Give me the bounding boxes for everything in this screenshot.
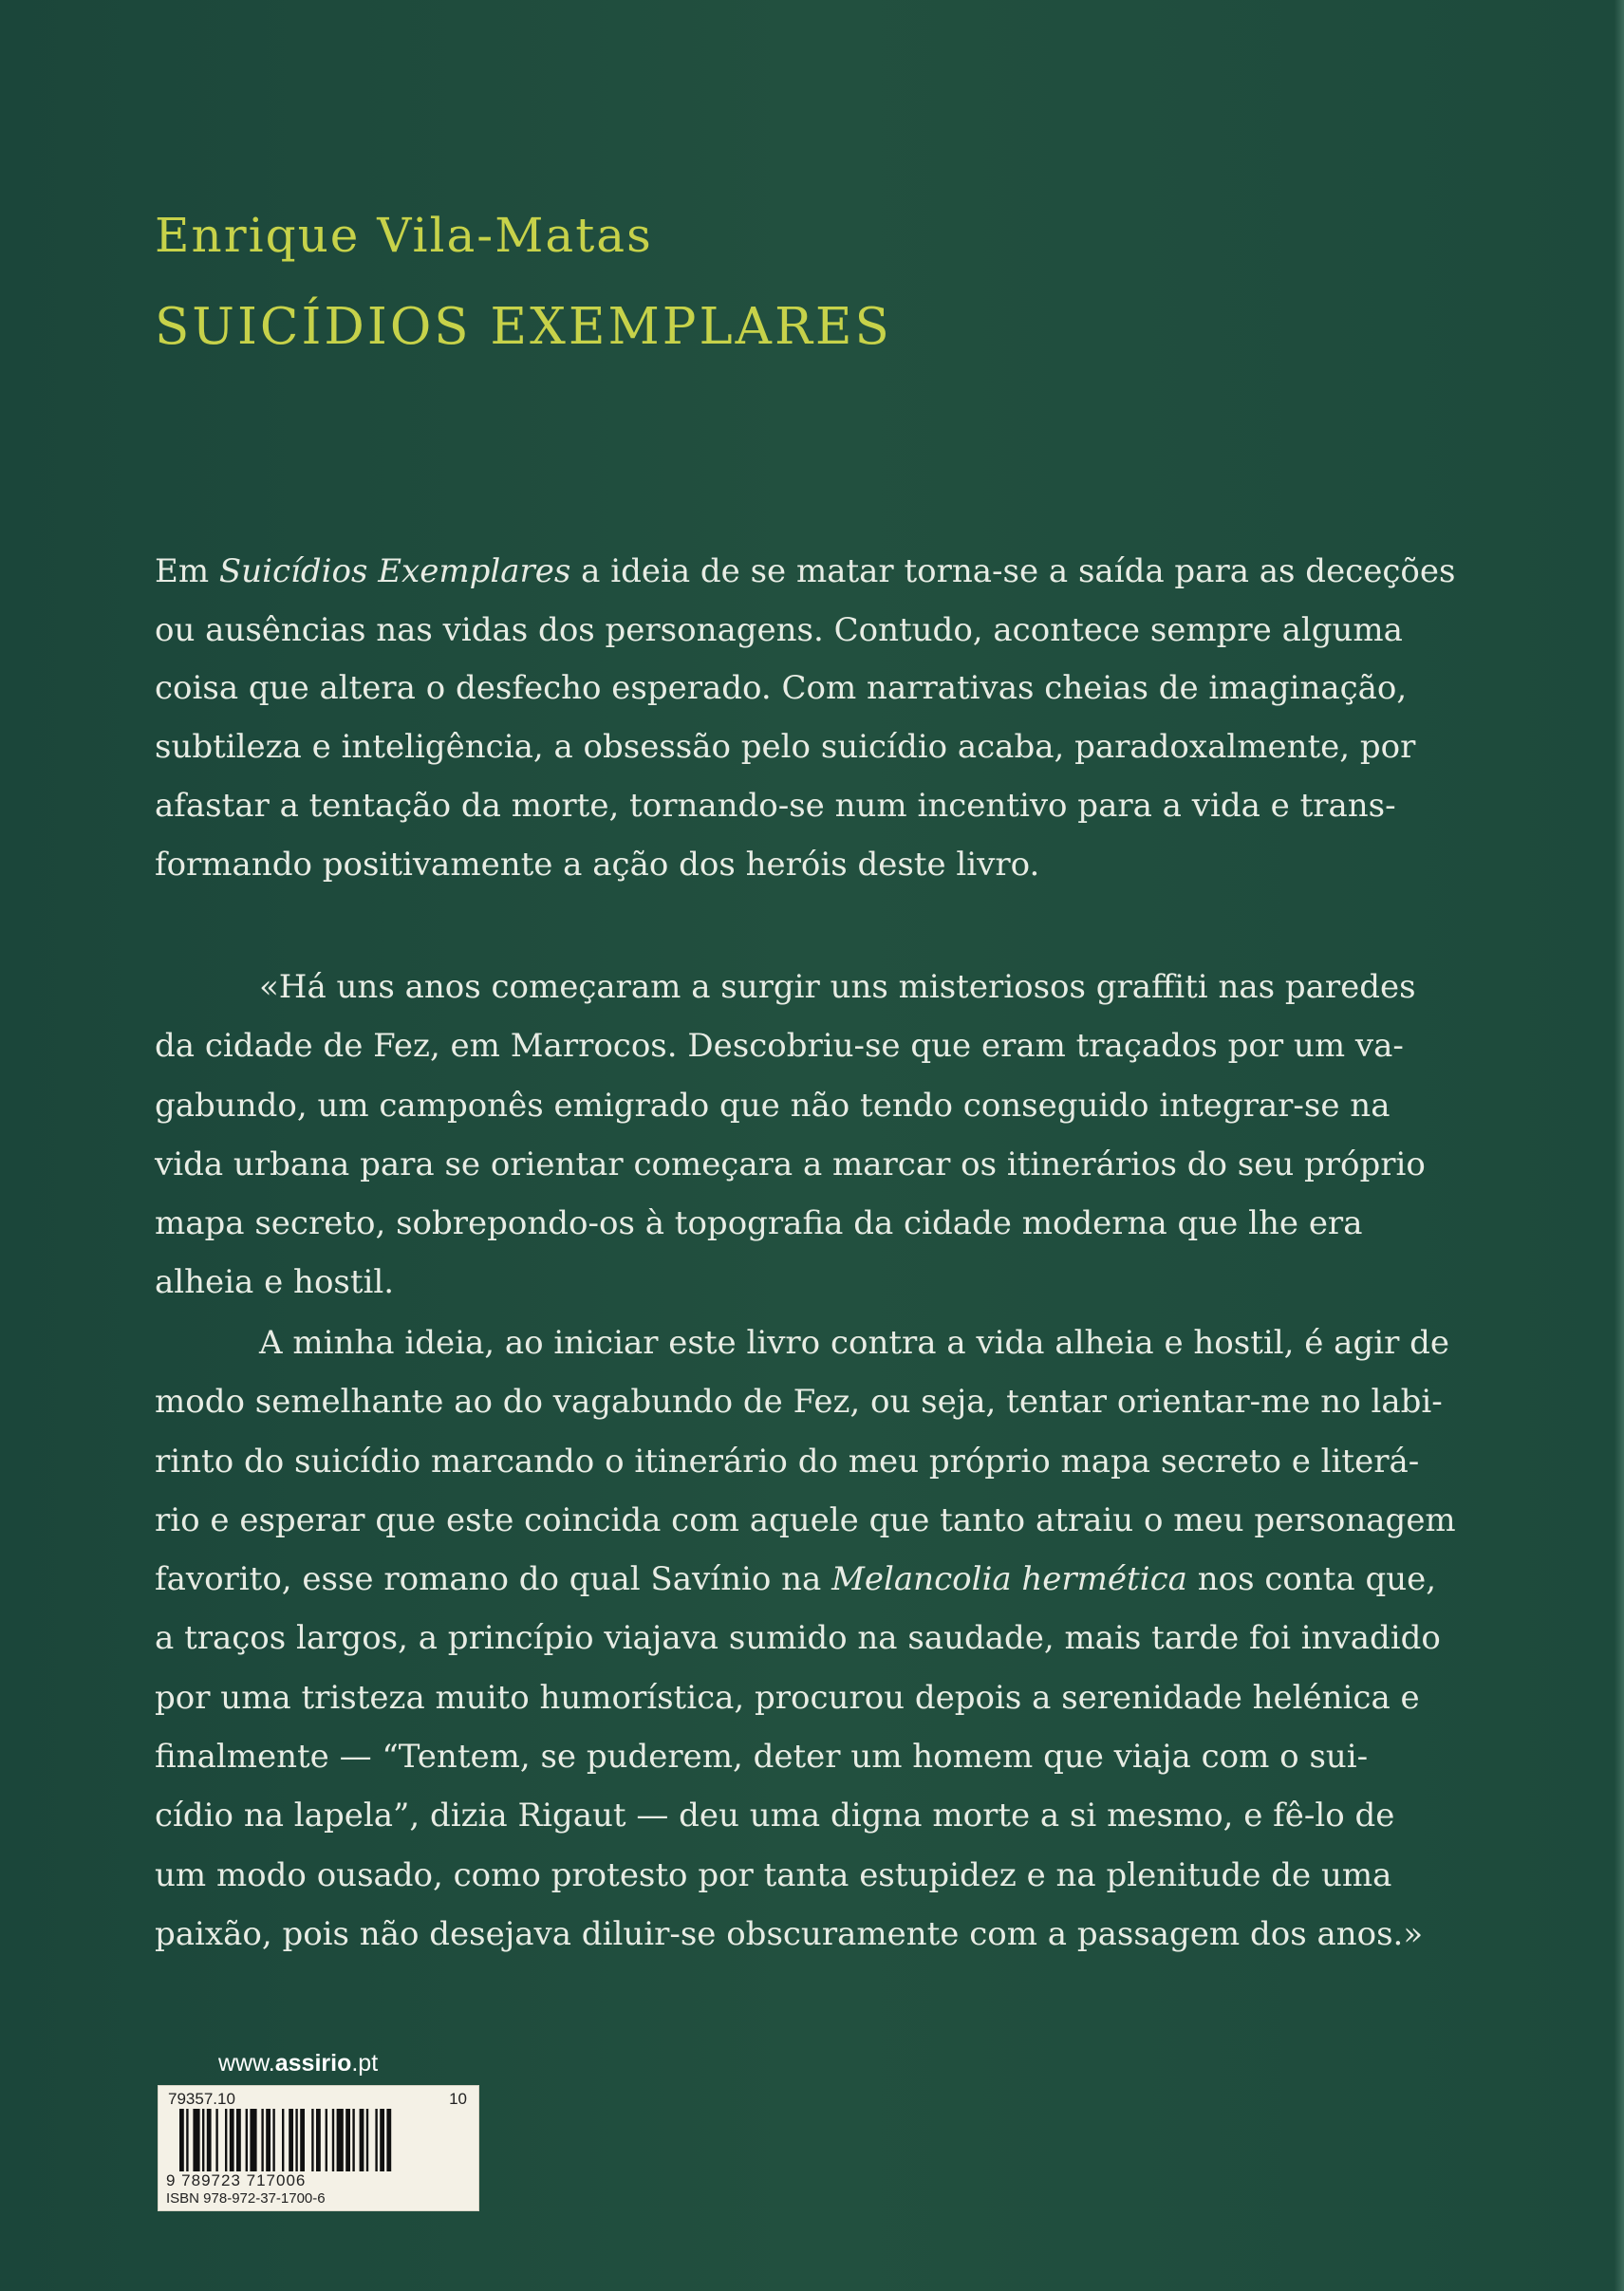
barcode-stripe [295, 2109, 297, 2171]
blurb-text: a ideia de se matar torna-se a saída para as deceções [570, 552, 1456, 590]
barcode-stripe [375, 2109, 377, 2171]
barcode-stripe [380, 2109, 384, 2171]
quote-text: favorito, esse romano do qual Savínio na [155, 1560, 832, 1599]
blurb-line: coisa que altera o desfecho esperado. Com narrativas cheias de imaginação, [155, 669, 1408, 708]
blurb-line: formando positivamente a ação dos heróis deste livro. [155, 845, 1040, 884]
barcode-stripe [337, 2109, 344, 2171]
blurb-line: ou ausências nas vidas dos personagens. Contudo, acontece sempre alguma [155, 610, 1403, 649]
barcode-stripe [215, 2109, 217, 2171]
quote-line: vida urbana para se orientar começara a marcar os itinerários do seu próprio [155, 1145, 1426, 1183]
barcode-stripe [386, 2109, 391, 2171]
quote-line: alheia e hostil. [155, 1263, 395, 1302]
quote-line: finalmente — “Tentem, se puderem, deter um homem que viaja com o sui- [155, 1738, 1369, 1777]
url-brand: assirio [274, 2050, 352, 2077]
blurb-paragraph [155, 543, 1460, 894]
author-name: Enrique Vila-Matas [155, 208, 653, 263]
quote-line: «Há uns anos começaram a surgir uns misteriosos graffiti nas paredes [259, 968, 1416, 1006]
barcode-stripe [345, 2109, 350, 2171]
barcode-stripe [250, 2109, 256, 2171]
quote-line: modo semelhante ao do vagabundo de Fez, ou seja, tentar orientar-me no labi- [155, 1383, 1443, 1422]
barcode-stripe [282, 2109, 284, 2171]
barcode-stripe [266, 2109, 271, 2171]
quote-text: nos conta que, [1186, 1560, 1437, 1599]
quote-line: gabundo, um camponês emigrado que não tendo conseguido integrar-se na [155, 1086, 1391, 1125]
blurb-line: afastar a tentação da morte, tornando-se num incentivo para a vida e trans- [155, 786, 1396, 825]
barcode-stripe [300, 2109, 305, 2171]
quote-paragraph-2 [155, 1313, 1460, 1964]
barcode-stripe [360, 2109, 364, 2171]
barcode-stripe [179, 2109, 184, 2171]
quote-italic-title: Melancolia hermética [831, 1560, 1187, 1599]
barcode-stripe [352, 2109, 354, 2171]
book-title: SUICÍDIOS EXEMPLARES [155, 298, 892, 356]
quote-line: a traços largos, a princípio viajava sumido na saudade, mais tarde foi invadido [155, 1619, 1441, 1658]
blurb-italic-title: Suicídios Exemplares [218, 552, 571, 590]
barcode-stripe [316, 2109, 321, 2171]
barcode-code: 79357.10 [168, 2090, 235, 2108]
url-suffix: .pt [351, 2050, 379, 2077]
quote-line: rinto do suicídio marcando o itinerário do meu próprio mapa secreto e literá- [155, 1442, 1420, 1481]
barcode-stripe [272, 2109, 274, 2171]
quote-line [155, 1550, 1460, 1609]
barcode-stripe [246, 2109, 248, 2171]
quote-line: cídio na lapela”, dizia Rigaut — deu uma digna morte a si mesmo, e fê-lo de [155, 1797, 1395, 1835]
barcode-digits: 9 789723 717006 [166, 2171, 307, 2189]
barcode-label [158, 2085, 479, 2211]
quote-line: paixão, pois não desejava diluir-se obscuramente com a passagem dos anos.» [155, 1914, 1424, 1953]
barcode-stripe [261, 2109, 263, 2171]
publisher-url [218, 2050, 378, 2077]
blurb-line [155, 543, 1460, 602]
quote-line: um modo ousado, como protesto por tanta estupidez e na plenitude de uma [155, 1855, 1392, 1894]
quote-line: mapa secreto, sobrepondo-os à topografia da cidade moderna que lhe era [155, 1204, 1363, 1243]
cover-edge [1615, 0, 1624, 2291]
barcode-edition: 10 [449, 2090, 467, 2108]
barcode-stripe [236, 2109, 241, 2171]
barcode-stripe [289, 2109, 293, 2171]
barcode-stripe [326, 2109, 327, 2171]
barcode-stripe [186, 2109, 188, 2171]
quote-line: rio e esperar que este coincida com aquele que tanto atraiu o meu personagem [155, 1500, 1456, 1539]
barcode-stripe [193, 2109, 199, 2171]
barcode-stripe [311, 2109, 313, 2171]
barcode-stripe [230, 2109, 234, 2171]
quote-paragraph-1 [155, 958, 1460, 1313]
barcode-stripe [366, 2109, 368, 2171]
barcode-stripe [202, 2109, 204, 2171]
barcode-bars [179, 2109, 464, 2171]
barcode-stripe [207, 2109, 212, 2171]
quote-line: da cidade de Fez, em Marrocos. Descobriu-se que eram traçados por um va- [155, 1027, 1404, 1066]
blurb-line: subtileza e inteligência, a obsessão pelo suicídio acaba, paradoxalmente, por [155, 728, 1416, 767]
url-prefix: www. [218, 2050, 275, 2077]
barcode-stripe [225, 2109, 227, 2171]
barcode-isbn: ISBN 978-972-37-1700-6 [166, 2190, 326, 2207]
blurb-text: Em [155, 552, 219, 590]
quote-line: A minha ideia, ao iniciar este livro contra a vida alheia e hostil, é agir de [259, 1324, 1450, 1362]
barcode-stripe [332, 2109, 334, 2171]
quote-line: por uma tristeza muito humorística, procurou depois a serenidade helénica e [155, 1678, 1420, 1717]
